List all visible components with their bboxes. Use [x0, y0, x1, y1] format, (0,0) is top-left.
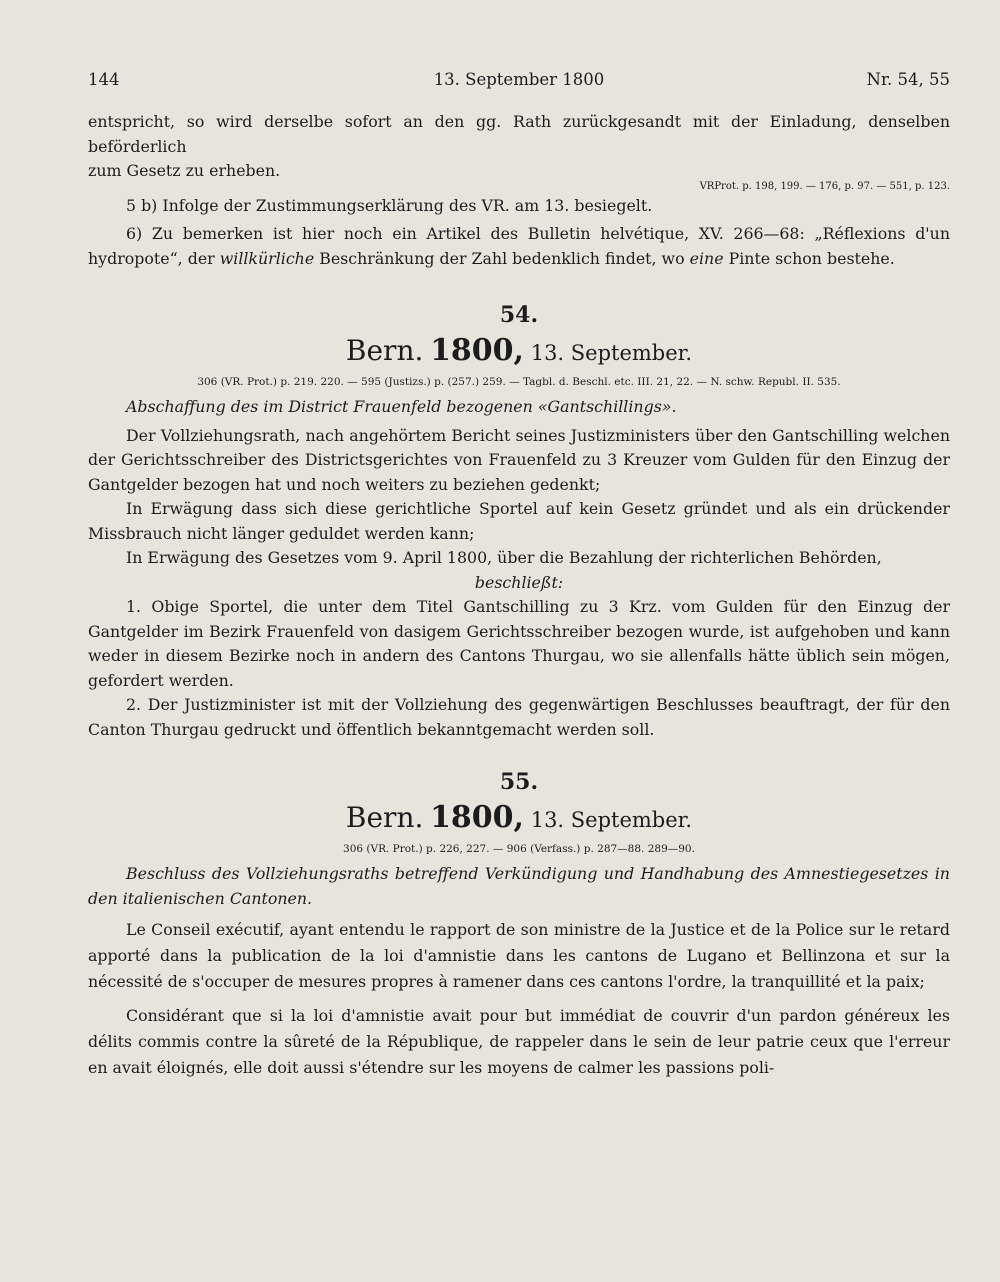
document-55-para-1: Le Conseil exécutif, ayant entendu le rapport de son ministre de la Justice et de la Police sur le retard apporté dans la publication de la loi d'amnistie dans les cantons de Lugano et Bellinzona et sur la nécessité de s'occuper de mesures propres à ramener dans ces cantons l'ordre, la tranquillité et la paix; [88, 920, 950, 991]
document-54-date: 13. September. [530, 341, 693, 365]
document-55-dateline [88, 802, 950, 836]
prev-line-1: entspricht, so wird derselbe sofort an den gg. Rath zurückgesandt mit der Einladung, denselben beförderlich [88, 112, 950, 156]
document-54-place: Bern. [345, 334, 424, 367]
document-55-year: 1800, [430, 800, 525, 835]
page-number: 144 [88, 70, 120, 89]
document-55-para-2: Considérant que si la loi d'amnistie avait pour but immédiat de couvrir d'un pardon généreux les délits commis contre la sûreté de la République, de rappeler dans le sein de leur patrie ceux que l'erreur en avait éloignés, elle doit aussi s'étendre sur les moyens de calmer les passions poli- [88, 1006, 950, 1077]
document-54-title: Abschaffung des im District Frauenfeld bezogenen «Gantschillings». [126, 397, 677, 416]
document-number-55: 55. [499, 769, 539, 795]
prev-note-5b: 5 b) Infolge der Zustimmungserklärung des VR. am 13. besiegelt. [126, 195, 653, 215]
document-54-para-3: In Erwägung des Gesetzes vom 9. April 1800, über die Bezahlung der richterlichen Behörden, [126, 548, 882, 567]
document-55-title: Beschluss des Vollziehungsraths betreffend Verkündigung und Handhabung des Amnestiegesetzes in den italienischen Cantonen. [88, 864, 950, 908]
document-55-place: Bern. [345, 801, 424, 834]
document-54-dateline [88, 335, 950, 369]
document-55-source: 306 (VR. Prot.) p. 226, 227. — 906 (Verfass.) p. 287—88. 289—90. [343, 843, 695, 855]
page-header [88, 70, 950, 94]
header-document-numbers: Nr. 54, 55 [866, 70, 950, 89]
page-body [88, 110, 950, 1081]
document-54-source: 306 (VR. Prot.) p. 219. 220. — 595 (Justizs.) p. (257.) 259. — Tagbl. d. Beschl. etc. III. 21, 22. — N. schw. Republ. II. 535. [197, 376, 841, 388]
prev-reference: VRProt. p. 198, 199. — 176, p. 97. — 551, p. 123. [699, 180, 950, 192]
header-date: 13. September 1800 [433, 70, 605, 89]
document-number-54: 54. [499, 302, 539, 328]
document-54-year: 1800, [430, 333, 525, 368]
document-54-para-1: Der Vollziehungsrath, nach angehörtem Bericht seines Justizministers über den Gantschilling welchen der Gerichtsschreiber des Districtsgerichtes von Frauenfeld zu 3 Kreuzer vom Gulden für den Einzug der Gantgelder bezogen hat und noch weiters zu beziehen gedenkt; [88, 425, 950, 494]
document-54-decision: beschließt: [474, 572, 564, 592]
prev-line-2: zum Gesetz zu erheben. [88, 161, 281, 180]
prev-note-6: 6) Zu bemerken ist hier noch ein Artikel des Bulletin helvétique, XV. 266—68: „Réflexions d'un hydropote“, der willkürliche Beschränkung der Zahl bedenklich findet, wo eine Pinte schon bestehe. [88, 224, 950, 268]
document-55-date: 13. September. [530, 808, 693, 832]
document-54-article-2: 2. Der Justizminister ist mit der Vollziehung des gegenwärtigen Beschlusses beauftragt, der für den Canton Thurgau gedruckt und öffentlich bekanntgemacht werden soll. [88, 695, 950, 739]
document-54-article-1: 1. Obige Sportel, die unter dem Titel Gantschilling zu 3 Krz. vom Gulden für den Einzug der Gantgelder im Bezirk Frauenfeld von dasigem Gerichtsschreiber bezogen wurde, ist aufgehoben und kann weder in diesem Bezirke noch in andern des Cantons Thurgau, wo sie allenfalls hätte üblich sein mögen, gefordert werden. [88, 597, 950, 690]
document-54-para-2: In Erwägung dass sich diese gerichtliche Sportel auf kein Gesetz gründet und als ein drückender Missbrauch nicht länger geduldet werden kann; [88, 499, 950, 543]
